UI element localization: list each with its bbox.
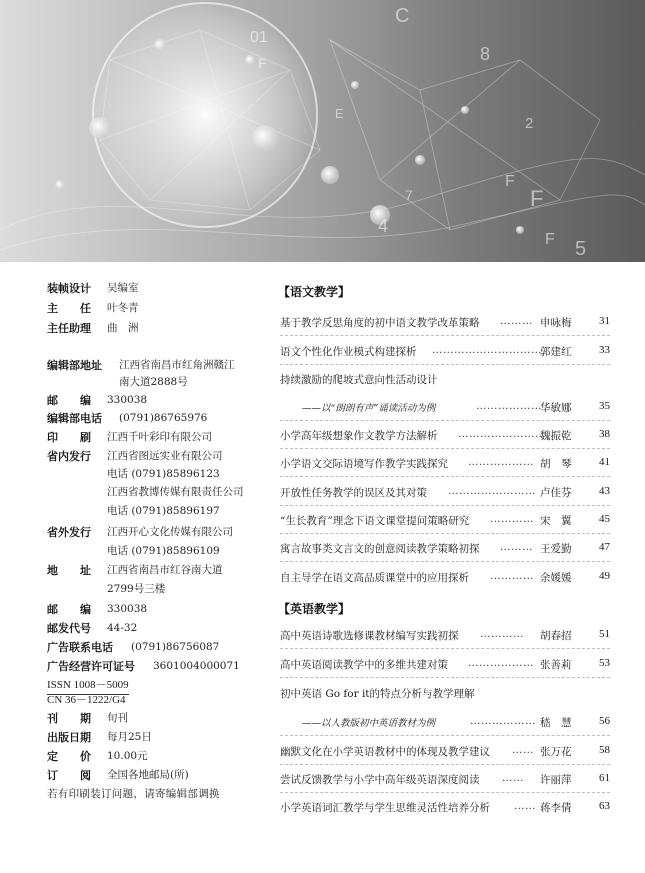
glyph-text: 4 <box>378 216 389 236</box>
divider <box>280 335 610 336</box>
toc-entry[interactable] <box>280 541 610 559</box>
divider <box>280 792 610 793</box>
entry-author: 胡 琴 <box>540 458 572 470</box>
field-label: 地 址 <box>47 564 91 577</box>
entry-author: 张万花 <box>540 746 572 758</box>
leader-dots: ……………… <box>468 456 534 468</box>
hero-banner <box>0 0 645 262</box>
entry-author: 余媛媛 <box>540 572 572 584</box>
entry-page: 47 <box>599 541 610 553</box>
entry-subtitle: ——以“朗朗有声”诵读活动为例 <box>302 403 436 414</box>
entry-author: 申咏梅 <box>540 317 572 329</box>
glyph-text: 5 <box>575 238 587 260</box>
entry-title: 寓言故事类文言文的创意阅读教学策略初探 <box>280 543 480 555</box>
entry-author: 许丽萍 <box>540 774 572 786</box>
leader-dots: ………… <box>490 513 534 525</box>
divider <box>280 364 610 365</box>
toc-entry[interactable] <box>280 772 610 790</box>
entry-title: 基于教学反思角度的初中语文教学改革策略 <box>280 317 480 329</box>
divider <box>280 648 610 649</box>
leader-dots: ………… <box>490 570 534 582</box>
entry-title: 幽默文化在小学英语教材中的体现及教学建议 <box>280 746 490 758</box>
glyph-text: 7 <box>405 187 413 203</box>
field-value: 电话 (0791)85896123 <box>107 468 220 480</box>
entry-page: 51 <box>599 628 610 640</box>
divider <box>280 505 610 506</box>
entry-page: 43 <box>599 485 610 497</box>
toc-entry[interactable] <box>280 657 610 675</box>
entry-title: 语文个性化作业模式构建探析 <box>280 346 417 358</box>
field-value: 电话 (0791)85896197 <box>107 505 220 517</box>
field-value: (0791)86765976 <box>119 412 208 424</box>
field-value: 江西省教博传媒有限责任公司 <box>107 486 244 498</box>
toc-entry[interactable] <box>280 513 610 531</box>
toc-entry-subtitle[interactable] <box>280 400 610 418</box>
entry-page: 56 <box>599 715 610 727</box>
glyph-text: E <box>335 106 344 121</box>
field-value: 44-32 <box>107 622 138 634</box>
entry-title: 高中英语阅读教学中的多维共建对策 <box>280 659 448 671</box>
leader-dots: …… <box>514 800 536 812</box>
field-value: 10.00元 <box>107 750 148 762</box>
field-value: 江西省南昌市红谷南大道 <box>107 564 223 576</box>
entry-page: 61 <box>599 772 610 784</box>
divider <box>280 561 610 562</box>
field-label: 出版日期 <box>47 731 91 744</box>
divider <box>280 533 610 534</box>
glowing-sphere <box>93 3 317 227</box>
glyph-text: 8 <box>480 44 491 64</box>
section-heading-chinese: 【语文教学】 <box>278 285 351 299</box>
entry-author: 张善莉 <box>540 659 572 671</box>
toc-entry[interactable] <box>280 344 610 362</box>
field-value: 江西开心文化传媒有限公司 <box>107 526 233 538</box>
divider <box>280 764 610 765</box>
field-value: 旬刊 <box>107 712 128 724</box>
toc-entry[interactable] <box>280 686 610 704</box>
entry-author: 魏振乾 <box>540 430 572 442</box>
glyph-text: F <box>530 186 544 211</box>
leader-dots: …………………… <box>458 428 546 440</box>
toc-entry[interactable] <box>280 570 610 588</box>
field-value: 330038 <box>107 394 148 406</box>
field-label: 邮发代号 <box>47 622 91 635</box>
entry-author: 王爱勤 <box>540 543 572 555</box>
toc-entry[interactable] <box>280 428 610 446</box>
toc-entry-subtitle[interactable] <box>280 715 610 733</box>
entry-title: 小学英语词汇教学与学生思维灵活性培养分析 <box>280 802 490 814</box>
entry-author: 郭建红 <box>540 346 572 358</box>
entry-page: 58 <box>599 744 610 756</box>
toc-entry[interactable] <box>280 744 610 762</box>
entry-author: 胡春招 <box>540 630 572 642</box>
field-label: 印 刷 <box>47 431 91 444</box>
divider <box>280 735 610 736</box>
divider <box>280 420 610 421</box>
cn-number: CN 36－1222/G4 <box>47 694 126 706</box>
entry-page: 31 <box>599 315 610 327</box>
field-label: 主 任 <box>47 302 91 315</box>
leader-dots: ……………… <box>468 657 534 669</box>
leader-dots: ………………………… <box>432 344 542 356</box>
field-value: 2799号三楼 <box>107 583 166 595</box>
entry-author: 宋 翼 <box>540 515 572 527</box>
field-value: 电话 (0791)85896109 <box>107 545 220 557</box>
field-value: 每月25日 <box>107 731 152 743</box>
toc-entry[interactable] <box>280 456 610 474</box>
entry-title: 尝试反馈教学与小学中高年级英语深度阅读 <box>280 774 480 786</box>
glyph-text: 01 <box>250 29 268 46</box>
entry-title: 初中英语 Go for it的特点分析与教学理解 <box>280 688 475 700</box>
glyph-text: 2 <box>525 115 534 132</box>
leader-dots: ……… <box>500 315 533 327</box>
entry-title: 持续激励的爬坡式意向性活动设计 <box>280 374 438 386</box>
leader-dots: ……… <box>500 541 533 553</box>
section-heading-english: 【英语教学】 <box>278 602 351 616</box>
field-label: 装帧设计 <box>47 282 91 295</box>
entry-author: 嵇 慧 <box>540 717 572 729</box>
field-value: 全国各地邮局(所) <box>107 769 189 781</box>
divider <box>280 448 610 449</box>
field-value: 曲 洲 <box>107 322 139 334</box>
field-value: 330038 <box>107 603 148 615</box>
entry-page: 45 <box>599 513 610 525</box>
glyph-text: F <box>505 173 515 190</box>
entry-page: 41 <box>599 456 610 468</box>
field-value: 江西省图远实业有限公司 <box>107 450 223 462</box>
field-label: 主任助理 <box>47 322 91 335</box>
entry-author: 华敏娜 <box>540 402 572 414</box>
entry-title: 小学高年级想象作文教学方法解析 <box>280 430 438 442</box>
field-label: 广告经营许可证号 <box>47 660 135 673</box>
entry-title: 小学语文交际语境写作教学实践探究 <box>280 458 448 470</box>
divider <box>280 476 610 477</box>
field-value: 叶冬青 <box>107 302 139 314</box>
toc-entry[interactable] <box>280 372 610 390</box>
field-label: 省外发行 <box>47 526 91 539</box>
field-label: 邮 编 <box>47 394 91 407</box>
toc-entry[interactable] <box>280 628 610 646</box>
print-notice: 若有印刷装订问题，请寄编辑部调换 <box>47 788 220 800</box>
toc-entry[interactable] <box>280 800 610 818</box>
field-value: 江西省南昌市红角洲赣江 <box>119 359 235 371</box>
field-label: 编辑部电话 <box>47 412 102 425</box>
leader-dots: ……………… <box>476 400 542 412</box>
entry-title: 开放性任务教学的误区及其对策 <box>280 487 427 499</box>
glyph-text: F <box>545 231 555 248</box>
leader-dots: …… <box>502 772 524 784</box>
field-label: 编辑部地址 <box>47 359 102 372</box>
glyph-text: C <box>395 5 410 27</box>
field-value: 江西千叶彩印有限公司 <box>107 431 212 443</box>
divider <box>280 677 610 678</box>
entry-page: 53 <box>599 657 610 669</box>
entry-title: “生长教育”理念下语文课堂提问策略研究 <box>280 515 470 527</box>
hero-graphic <box>0 0 645 262</box>
entry-page: 35 <box>599 400 610 412</box>
entry-page: 33 <box>599 344 610 356</box>
field-value: 南大道2888号 <box>119 376 188 388</box>
entry-subtitle: ——以人教版初中英语教材为例 <box>302 718 436 729</box>
field-label: 刊 期 <box>47 712 91 725</box>
leader-dots: …………………… <box>448 485 536 497</box>
entry-title: 自主导学在语文高品质课堂中的应用探析 <box>280 572 469 584</box>
entry-author: 卢佳芬 <box>540 487 572 499</box>
leader-dots: …… <box>512 744 534 756</box>
leader-dots: ………… <box>480 628 524 640</box>
glyph-text: F <box>258 55 267 71</box>
field-value: (0791)86756087 <box>131 641 220 653</box>
field-label: 定 价 <box>47 750 91 763</box>
field-value: 吴编室 <box>107 282 139 294</box>
entry-author: 蒋李倩 <box>540 802 572 814</box>
toc-entry[interactable] <box>280 315 610 333</box>
issn-number: ISSN 1008－5009 <box>47 677 129 695</box>
field-label: 广告联系电话 <box>47 641 113 654</box>
entry-page: 63 <box>599 800 610 812</box>
field-label: 订 阅 <box>47 769 91 782</box>
field-label: 邮 编 <box>47 603 91 616</box>
leader-dots: ……………… <box>470 715 536 727</box>
entry-page: 38 <box>599 428 610 440</box>
field-value: 3601004000071 <box>153 660 240 672</box>
entry-page: 49 <box>599 570 610 582</box>
toc-entry[interactable] <box>280 485 610 503</box>
field-label: 省内发行 <box>47 450 91 463</box>
entry-title: 高中英语诗歌选修课教材编写实践初探 <box>280 630 459 642</box>
